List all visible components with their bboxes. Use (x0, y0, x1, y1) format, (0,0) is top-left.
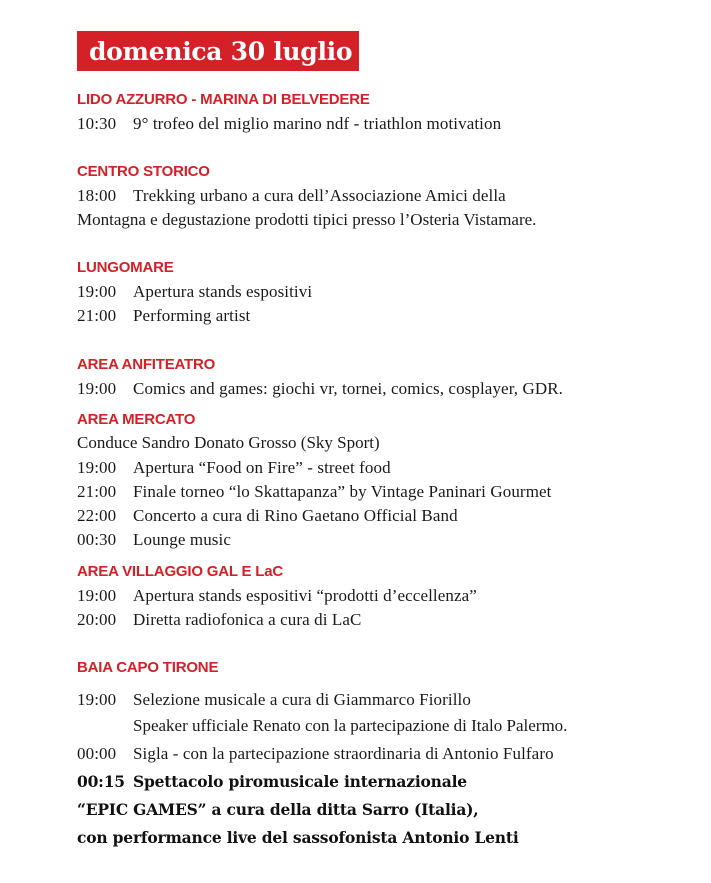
section-title-area-anfiteatro: AREA ANFITEATRO (77, 356, 216, 373)
section-title-centro-storico: CENTRO STORICO (77, 163, 210, 180)
section-note: Conduce Sandro Donato Grosso (Sky Sport) (77, 433, 380, 452)
event-text: Sigla - con la partecipazione straordinaria di Antonio Fulfaro (133, 744, 554, 763)
event-row (77, 458, 391, 478)
event-row (77, 530, 231, 550)
event-text: Diretta radiofonica a cura di LaC (133, 610, 362, 629)
event-time: 19:00 (77, 379, 117, 398)
event-text: Trekking urbano a cura dell’Associazione Amici della (133, 186, 506, 205)
event-time: 21:00 (77, 482, 117, 501)
event-row (77, 114, 501, 134)
event-time: 19:00 (77, 458, 117, 477)
event-row (77, 282, 312, 302)
section-title-lido-azzurro: LIDO AZZURRO - MARINA DI BELVEDERE (77, 91, 370, 108)
event-row (77, 506, 458, 526)
event-time: 18:00 (77, 186, 117, 205)
event-text: Lounge music (133, 530, 231, 549)
event-text: Performing artist (133, 306, 251, 325)
event-time: 00:00 (77, 744, 117, 763)
section-title-area-mercato: AREA MERCATO (77, 411, 196, 428)
event-text: Finale torneo “lo Skattapanza” by Vintage Paninari Gourmet (133, 482, 552, 501)
highlight-text: Spettacolo piromusicale internazionale (133, 772, 467, 791)
event-time: 10:30 (77, 114, 117, 133)
section-title-lungomare: LUNGOMARE (77, 259, 174, 276)
highlight-event-row (77, 772, 467, 791)
event-time: 00:30 (77, 530, 117, 549)
event-text-continuation: Speaker ufficiale Renato con la partecipazione di Italo Palermo. (133, 716, 568, 735)
highlight-time: 00:15 (77, 772, 125, 791)
event-row (77, 482, 551, 502)
section-title-area-villaggio: AREA VILLAGGIO GAL E LaC (77, 563, 284, 580)
event-row (77, 186, 506, 206)
event-row (77, 586, 477, 606)
section-title-baia-capo-tirone: BAIA CAPO TIRONE (77, 659, 219, 676)
event-row (77, 610, 361, 630)
event-text: Selezione musicale a cura di Giammarco Fiorillo (133, 690, 471, 709)
event-row (77, 690, 471, 710)
event-time: 20:00 (77, 610, 117, 629)
event-text: Apertura “Food on Fire” - street food (133, 458, 391, 477)
date-banner: domenica 30 luglio (77, 31, 359, 71)
event-time: 19:00 (77, 282, 117, 301)
event-text: Apertura stands espositivi (133, 282, 313, 301)
event-time: 22:00 (77, 506, 117, 525)
event-text-continuation: Montagna e degustazione prodotti tipici presso l’Osteria Vistamare. (77, 210, 537, 229)
event-row (77, 306, 250, 326)
event-row (77, 744, 554, 764)
event-row (77, 379, 563, 399)
event-text: Comics and games: giochi vr, tornei, comics, cosplayer, GDR. (133, 379, 564, 398)
event-time: 21:00 (77, 306, 117, 325)
event-text: Concerto a cura di Rino Gaetano Official Band (133, 506, 458, 525)
event-time: 19:00 (77, 586, 117, 605)
event-time: 19:00 (77, 690, 117, 709)
event-text: Apertura stands espositivi “prodotti d’eccellenza” (133, 586, 477, 605)
highlight-text-line-3: con performance live del sassofonista Antonio Lenti (77, 828, 519, 847)
highlight-text-line-2: “EPIC GAMES” a cura della ditta Sarro (Italia), (77, 800, 479, 819)
event-text: 9° trofeo del miglio marino ndf - triathlon motivation (133, 114, 502, 133)
